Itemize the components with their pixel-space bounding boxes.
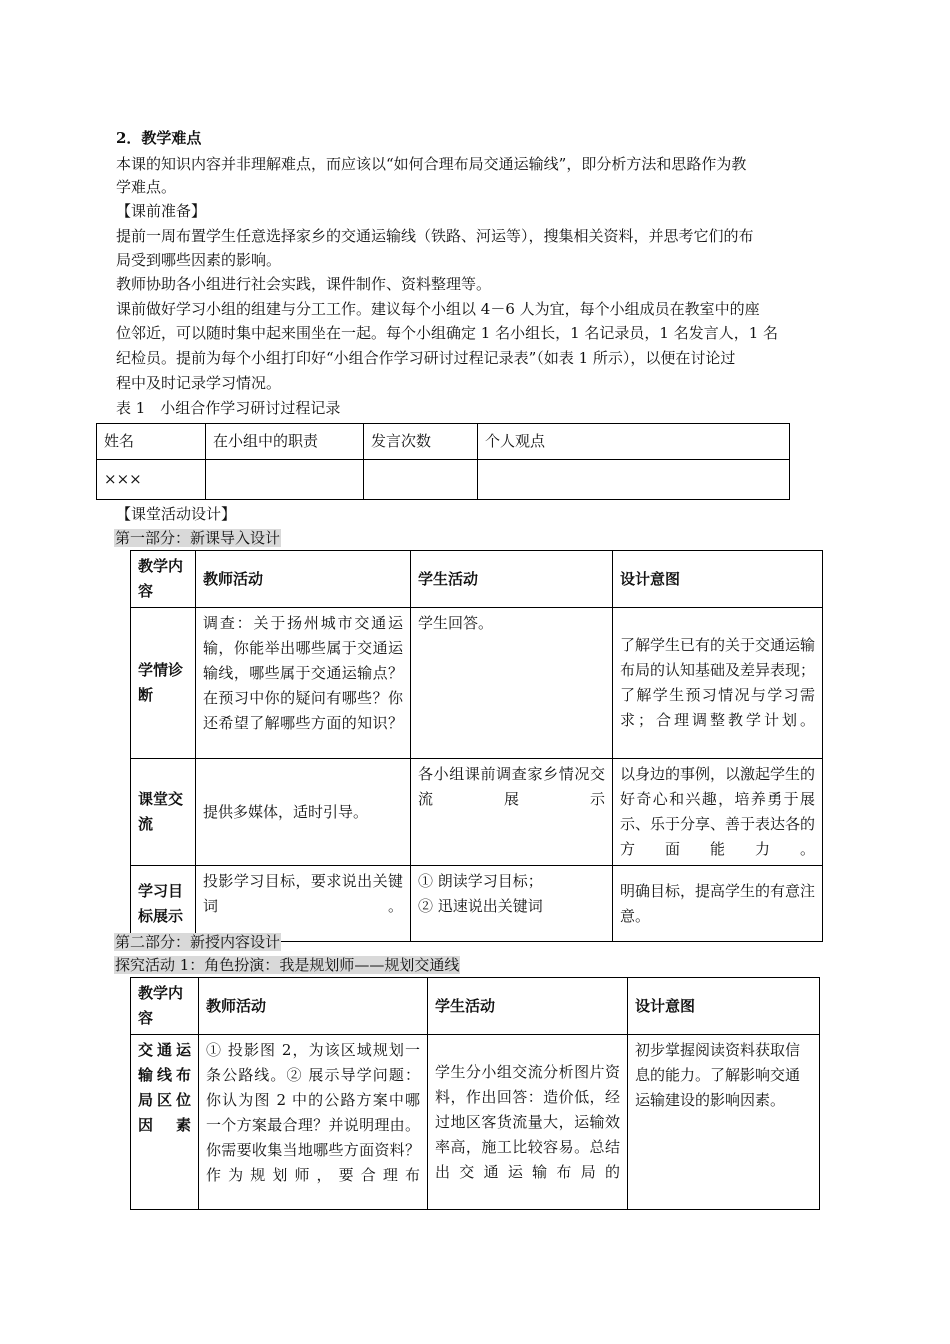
paragraph-line: 纪检员。提前为每个小组打印好“小组合作学习研讨过程记录表”（如表 1 所示），以便在讨论过: [116, 349, 736, 367]
paragraph-line: 位邻近，可以随时集中起来围坐在一起。每个小组确定 1 名小组长，1 名记录员，1 名发言人，1 名: [116, 324, 779, 342]
table-header-cell: 个人观点: [478, 424, 790, 460]
table-header-cell: 教师活动: [199, 978, 428, 1035]
design-intent: 了解学生已有的关于交通运输布局的认知基础及差异表现；了解学生预习情况与学习需求；合理调整教学计划。: [613, 608, 823, 759]
table-cell: [206, 460, 364, 500]
paragraph-line: 学难点。: [116, 178, 177, 196]
design-intent: 以身边的事例，以激起学生的好奇心和兴趣，培养勇于展示、乐于分享、善于表达各的方面能力。: [613, 759, 823, 866]
student-activity: 学生分小组交流分析图片资料，作出回答：造价低，经过地区客货流量大，运输效率高，施工比较容易。总结出交通运输布局的: [428, 1035, 628, 1210]
teacher-activity: 提供多媒体，适时引导。: [196, 759, 411, 866]
table-header-cell: 发言次数: [364, 424, 478, 460]
row-label: 交通运输线布局区位因素: [131, 1035, 199, 1210]
section-heading: 2．教学难点: [116, 129, 202, 147]
student-activity: 学生回答。: [411, 608, 613, 759]
table-header-cell: 设计意图: [613, 551, 823, 608]
table-header-cell: 学生活动: [411, 551, 613, 608]
table-caption: 表 1 小组合作学习研讨过程记录: [116, 399, 341, 417]
row-label: 课堂交流: [131, 759, 196, 866]
part-title: 第二部分：新授内容设计: [115, 933, 281, 951]
paragraph-line: 提前一周布置学生任意选择家乡的交通运输线（铁路、河运等），搜集相关资料，并思考它们的布: [116, 227, 754, 245]
teacher-activity: ① 投影图 2，为该区域规划一条公路线。② 展示导学问题：你认为图 2 中的公路方案中哪一个方案最合理？并说明理由。你需要收集当地哪些方面资料？作为规划师，要合理布: [199, 1035, 428, 1210]
table-header-cell: 教学内容: [131, 978, 199, 1035]
lesson-table-part1: [130, 550, 823, 942]
paragraph-line: 教师协助各小组进行社会实践，课件制作、资料整理等。: [116, 275, 492, 293]
teacher-activity: 调查：关于扬州城市交通运输，你能举出哪些属于交通运输线，哪些属于交通运输点？在预习中你的疑问有哪些？你还希望了解哪些方面的知识？: [196, 608, 411, 759]
table-header-cell: 教学内容: [131, 551, 196, 608]
row-label: 学习目标展示: [131, 866, 196, 942]
design-intent: 明确目标，提高学生的有意注意。: [613, 866, 823, 942]
activity-title: 探究活动 1：角色扮演：我是规划师——规划交通线: [115, 956, 460, 974]
section-heading: 【课堂活动设计】: [116, 505, 237, 523]
student-activity: [411, 866, 613, 942]
row-label: 学情诊断: [131, 608, 196, 759]
design-intent: 初步掌握阅读资料获取信息的能力。了解影响交通运输建设的影响因素。: [628, 1035, 820, 1210]
table-cell: ×××: [97, 460, 206, 500]
student-step: ② 迅速说出关键词: [418, 897, 543, 915]
student-step: ① 朗读学习目标；: [418, 872, 543, 890]
paragraph-line: 本课的知识内容并非理解难点，而应该以“如何合理布局交通运输线”，即分析方法和思路作为教: [116, 155, 747, 173]
paragraph-line: 课前做好学习小组的组建与分工工作。建议每个小组以 4－6 人为宜，每个小组成员在教室中的座: [116, 300, 760, 318]
table-header-cell: 姓名: [97, 424, 206, 460]
student-activity: 各小组课前调查家乡情况交流展示: [411, 759, 613, 866]
paragraph-line: 局受到哪些因素的影响。: [116, 251, 282, 269]
paragraph-line: 【课前准备】: [116, 202, 207, 220]
lesson-table-part2: [130, 977, 820, 1210]
table-header-cell: 设计意图: [628, 978, 820, 1035]
table-header-cell: 教师活动: [196, 551, 411, 608]
part-title: 第一部分：新课导入设计: [115, 529, 281, 547]
table-cell: [364, 460, 478, 500]
record-table: [96, 423, 790, 500]
table-header-cell: 学生活动: [428, 978, 628, 1035]
table-header-cell: 在小组中的职责: [206, 424, 364, 460]
paragraph-line: 程中及时记录学习情况。: [116, 374, 282, 392]
table-cell: [478, 460, 790, 500]
teacher-activity: 投影学习目标，要求说出关键词。: [196, 866, 411, 942]
